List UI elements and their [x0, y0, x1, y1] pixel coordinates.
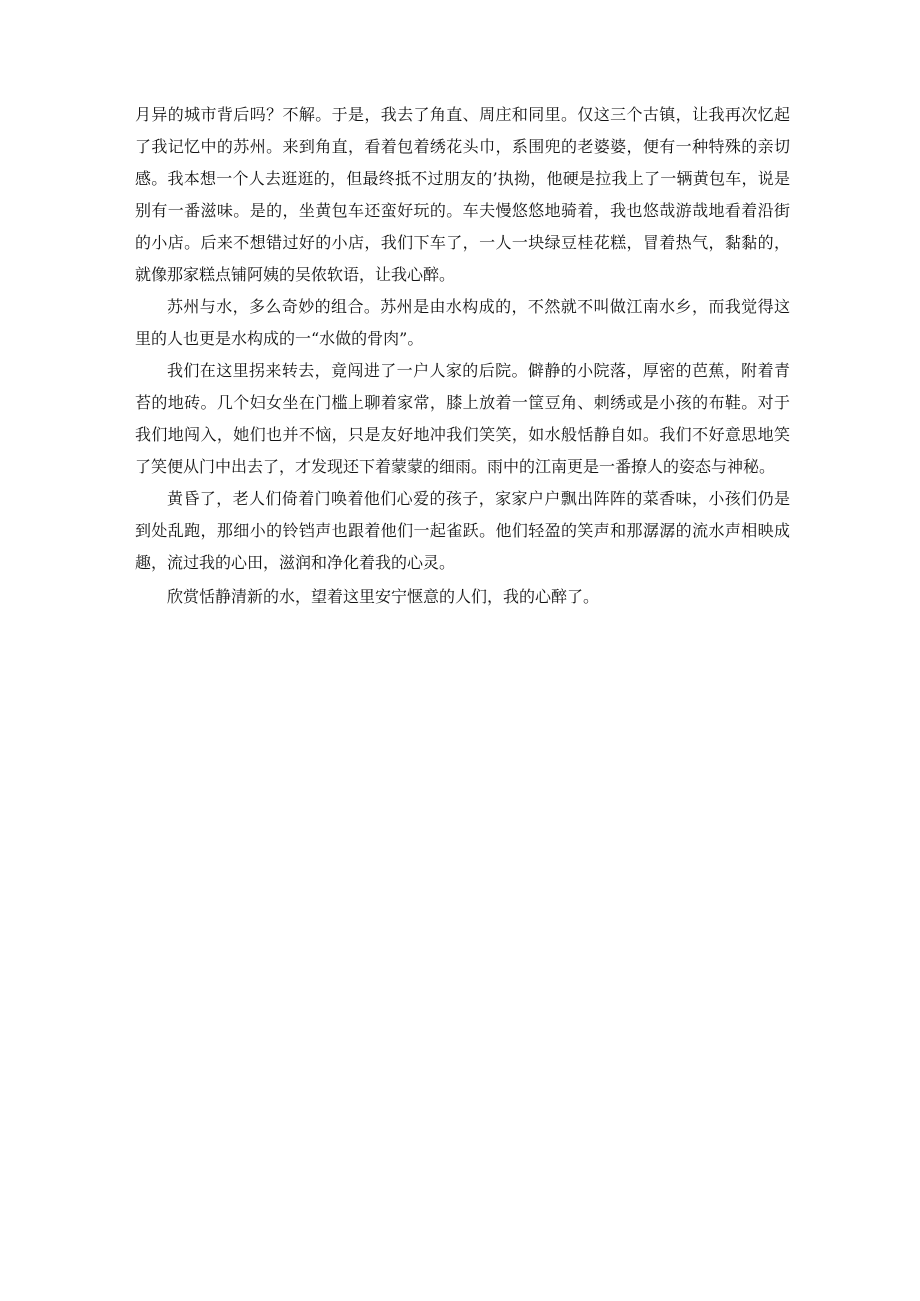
paragraph-1: 月异的城市背后吗？不解。于是，我去了角直、周庄和同里。仅这三个古镇，让我再次忆起了我记忆中的苏州。来到角直，看着包着绣花头巾，系围兜的老婆婆，便有一种特殊的亲切感。我本想一个人去逛逛的，但最终抵不过朋友的’执拗，他硬是拉我上了一辆黄包车，说是别有一番滋味。是的，坐黄包车还蛮好玩的。车夫慢悠悠地骑着，我也悠哉游哉地看着沿街的小店。后来不想错过好的小店，我们下车了，一人一块绿豆桂花糕，冒着热气，黏黏的，就像那家糕点铺阿姨的吴侬软语，让我心醉。	[135, 105, 790, 284]
paragraph-5: 欣赏恬静清新的水，望着这里安宁惬意的人们，我的心醉了。	[167, 587, 600, 606]
document-body	[135, 99, 790, 613]
paragraph-4: 黄昏了，老人们倚着门唤着他们心爱的孩子，家家户户飘出阵阵的菜香味，小孩们仍是到处乱跑，那细小的铃铛声也跟着他们一起雀跃。他们轻盈的笑声和那潺潺的流水声相映成趣，流过我的心田，滋润和净化着我的心灵。	[135, 489, 790, 572]
paragraph-2: 苏州与水，多么奇妙的组合。苏州是由水构成的，不然就不叫做江南水乡，而我觉得这里的人也更是水构成的一“水做的骨肉”。	[135, 297, 790, 348]
paragraph-3: 我们在这里拐来转去，竟闯进了一户人家的后院。僻静的小院落，厚密的芭蕉，附着青苔的地砖。几个妇女坐在门槛上聊着家常，膝上放着一筐豆角、刺绣或是小孩的布鞋。对于我们地闯入，她们也并不恼，只是友好地冲我们笑笑，如水般恬静自如。我们不好意思地笑了笑便从门中出去了，才发现还下着蒙蒙的细雨。雨中的江南更是一番撩人的姿态与神秘。	[135, 361, 790, 476]
